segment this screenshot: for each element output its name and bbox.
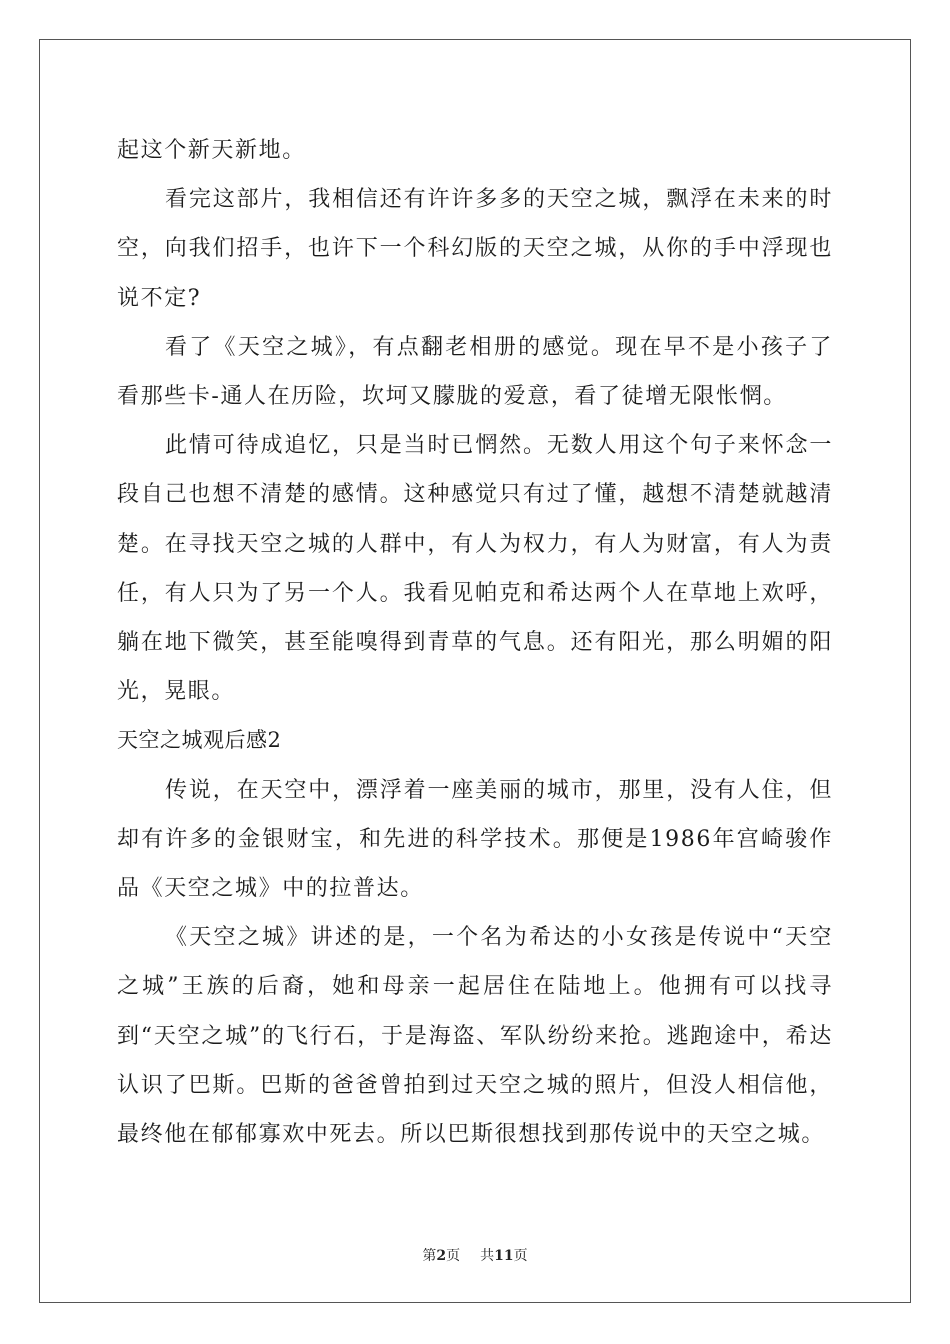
page-number-suffix: 页 <box>446 1248 461 1264</box>
paragraph-6: 《天空之城》讲述的是，一个名为希达的小女孩是传说中“天空之城”王族的后裔，她和母亲一起居住在陆地上。他拥有可以找寻到“天空之城”的飞行石，于是海盗、军队纷纷来抢。逃跑途中，希达认识了巴斯。巴斯的爸爸曾拍到过天空之城的照片，但没人相信他，最终他在郁郁寡欢中死去。所以巴斯很想找到那传说中的天空之城。 <box>117 925 833 1148</box>
paragraph-4: 此情可待成追忆，只是当时已惘然。无数人用这个句子来怀念一段自己也想不清楚的感情。这种感觉只有过了懂，越想不清楚就越清楚。在寻找天空之城的人群中，有人为权力，有人为财富，有人为责任，有人只为了另一个人。我看见帕克和希达两个人在草地上欢呼，躺在地下微笑，甚至能嗅得到青草的气息。还有阳光，那么明媚的阳光，晃眼。 <box>117 433 833 705</box>
paragraph-5: 传说，在天空中，漂浮着一座美丽的城市，那里，没有人住，但却有许多的金银财宝，和先进的科学技术。那便是1986年宫崎骏作品《天空之城》中的拉普达。 <box>117 777 833 902</box>
page-total-suffix: 页 <box>513 1248 528 1264</box>
paragraph-1: 起这个新天新地。 <box>117 138 306 163</box>
page-footer <box>0 1245 950 1265</box>
paragraph-2: 看完这部片，我相信还有许许多多的天空之城，飘浮在未来的时空，向我们招手，也许下一个科幻版的天空之城，从你的手中浮现也说不定? <box>117 187 833 311</box>
page-total-count: 11 <box>494 1248 514 1264</box>
section-heading: 天空之城观后感2 <box>117 728 282 753</box>
page-total-prefix: 共 <box>480 1248 495 1264</box>
page-number-prefix: 第 <box>422 1248 437 1264</box>
page-number-current: 2 <box>436 1248 447 1264</box>
document-body <box>117 126 833 1159</box>
paragraph-3: 看了《天空之城》，有点翻老相册的感觉。现在早不是小孩子了看那些卡-通人在历险，坎坷又朦胧的爱意，看了徒增无限怅惘。 <box>117 334 833 410</box>
